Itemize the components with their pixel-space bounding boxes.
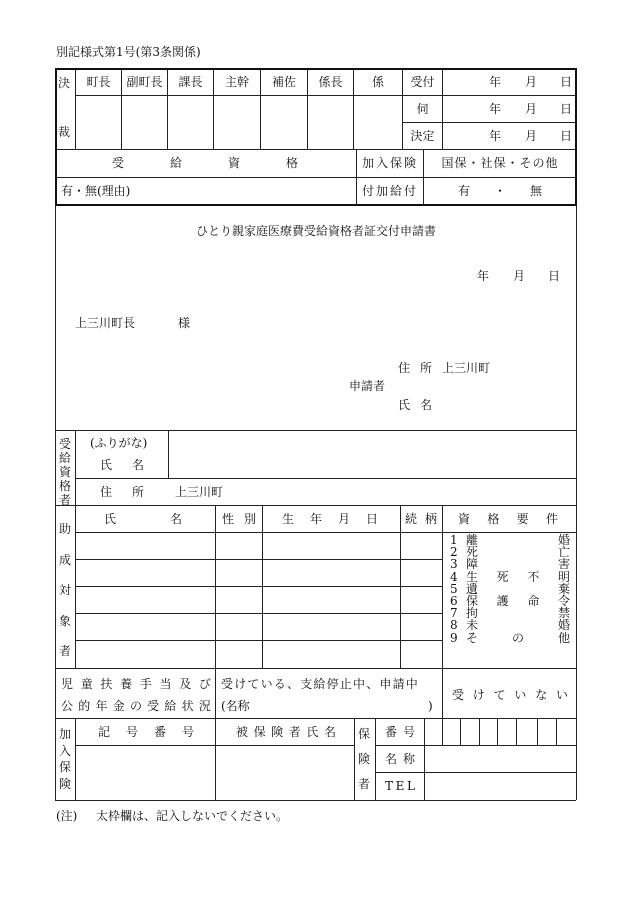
char: 名 bbox=[419, 398, 432, 412]
char: 加 bbox=[58, 727, 71, 741]
allowance-label-line2 bbox=[61, 699, 211, 713]
stage-date-month: 月 bbox=[525, 102, 538, 116]
char: 資 bbox=[458, 512, 471, 526]
char: け bbox=[472, 688, 485, 702]
requirement-list bbox=[450, 534, 570, 644]
char: 称 bbox=[402, 752, 415, 766]
recipient-address-value: 上三川町 bbox=[175, 485, 224, 499]
applicant-name-label bbox=[398, 398, 432, 412]
char: 無 bbox=[529, 184, 542, 198]
applicant-address-label bbox=[398, 361, 432, 375]
requirement-item bbox=[450, 571, 570, 583]
char: 性 bbox=[222, 512, 235, 526]
char: 養 bbox=[120, 677, 133, 691]
recipient-address-label bbox=[100, 485, 144, 499]
char: 別 bbox=[243, 512, 256, 526]
requirement-number: 6 bbox=[450, 594, 458, 609]
requirement-item bbox=[450, 619, 570, 631]
requirement-text: 拘 禁 bbox=[466, 606, 570, 621]
requirement-item bbox=[450, 632, 570, 644]
allowance-not-receiving bbox=[452, 688, 568, 702]
char: 年 bbox=[95, 699, 108, 713]
eligibility-label bbox=[112, 156, 298, 170]
char: 月 bbox=[337, 512, 350, 526]
role-chief-officer: 主幹 bbox=[224, 75, 249, 89]
approval-label-1: 決 bbox=[58, 76, 71, 90]
char: 住 bbox=[398, 361, 411, 375]
approval-label-2: 裁 bbox=[58, 125, 71, 139]
requirement-text: そ の 他 bbox=[466, 630, 570, 645]
stage-date-year: 年 bbox=[489, 75, 502, 89]
requirement-text: 障 害 bbox=[466, 557, 570, 572]
char: 所 bbox=[419, 361, 432, 375]
insurance-label bbox=[58, 727, 72, 791]
role-mayor: 町長 bbox=[86, 75, 111, 89]
note-prefix: (注) bbox=[56, 809, 78, 823]
requirement-text: 死 亡 bbox=[466, 545, 570, 560]
char: 者 bbox=[288, 725, 301, 739]
char: 受 bbox=[452, 688, 465, 702]
char: 資 bbox=[227, 156, 240, 170]
additional-benefit-label: 付加給付 bbox=[361, 184, 418, 198]
char: 名 bbox=[131, 458, 144, 472]
subsidy-header-dob bbox=[282, 512, 378, 526]
char: い bbox=[555, 688, 568, 702]
char: T bbox=[385, 779, 394, 793]
subsidy-header-requirement bbox=[458, 512, 558, 526]
char: 号 bbox=[402, 725, 415, 739]
char: 氏 bbox=[104, 512, 117, 526]
char: 氏 bbox=[306, 725, 319, 739]
requirement-text: 離 婚 bbox=[466, 533, 570, 548]
requirement-number: 5 bbox=[450, 581, 458, 596]
form-id: 別記様式第1号(第3条関係) bbox=[56, 45, 201, 59]
char: 者 bbox=[58, 644, 71, 658]
allowance-name-open: (名称 bbox=[221, 699, 250, 713]
applicant-address-value: 上三川町 bbox=[442, 361, 491, 375]
char: 対 bbox=[58, 583, 71, 597]
char: 険 bbox=[357, 752, 370, 766]
char: 公 bbox=[61, 699, 74, 713]
role-subsection-chief: 係長 bbox=[318, 75, 343, 89]
insurer-name-label bbox=[385, 752, 415, 766]
role-vice-mayor: 副町長 bbox=[126, 75, 163, 89]
char: 童 bbox=[80, 677, 93, 691]
allowance-label-line1 bbox=[61, 677, 211, 691]
char: 扶 bbox=[100, 677, 113, 691]
char: び bbox=[198, 677, 211, 691]
char: 金 bbox=[112, 699, 125, 713]
char: 象 bbox=[58, 613, 71, 628]
addressee: 上三川町長 bbox=[75, 316, 136, 330]
furigana-label: (ふりがな) bbox=[90, 436, 148, 450]
char: 氏 bbox=[100, 458, 113, 472]
char: て bbox=[493, 688, 506, 702]
char: 名 bbox=[169, 512, 182, 526]
char: 所 bbox=[131, 485, 144, 499]
insurer-label bbox=[357, 727, 371, 791]
char: 要 bbox=[516, 512, 529, 526]
char: L bbox=[407, 779, 415, 793]
requirement-text: 未 婚 bbox=[466, 618, 570, 633]
stage-date-month: 月 bbox=[525, 75, 538, 89]
char: 険 bbox=[271, 725, 284, 739]
char: 氏 bbox=[398, 398, 411, 412]
char: 入 bbox=[58, 743, 71, 758]
char: 号 bbox=[125, 725, 138, 739]
subsidy-header-sex bbox=[222, 512, 256, 526]
char: E bbox=[395, 779, 405, 793]
char: 状 bbox=[181, 699, 194, 713]
char: 児 bbox=[61, 677, 74, 691]
char: 保 bbox=[58, 760, 71, 775]
stage-inquiry: 伺 bbox=[416, 102, 429, 116]
char: 給 bbox=[169, 156, 182, 170]
stage-date-day: 日 bbox=[560, 75, 573, 89]
char: 的 bbox=[78, 699, 91, 713]
char: 番 bbox=[153, 725, 166, 739]
char: 柄 bbox=[424, 512, 437, 526]
role-staff: 係 bbox=[371, 75, 384, 89]
char: な bbox=[535, 688, 548, 702]
recipient-label: 受給資格者 bbox=[58, 437, 71, 507]
requirement-number: 1 bbox=[450, 533, 458, 548]
char: 被 bbox=[236, 725, 249, 739]
char: 助 bbox=[58, 522, 71, 536]
insurance-type-label: 加入保険 bbox=[361, 156, 418, 170]
requirement-number: 9 bbox=[450, 630, 458, 645]
char: 保 bbox=[357, 727, 370, 741]
char: 号 bbox=[181, 725, 194, 739]
requirement-text: 遺 棄 bbox=[466, 581, 570, 596]
requirement-number: 8 bbox=[450, 618, 458, 633]
stage-date-day: 日 bbox=[560, 129, 573, 143]
char: 続 bbox=[405, 512, 418, 526]
requirement-number: 3 bbox=[450, 557, 458, 572]
allowance-receiving: 受けている、支給停止中、申請中 bbox=[221, 677, 420, 691]
char: 当 bbox=[159, 677, 172, 691]
char: 年 bbox=[309, 512, 322, 526]
stage-decided: 決定 bbox=[410, 129, 435, 143]
requirement-text: 保 護 命 令 bbox=[466, 594, 570, 609]
char: 番 bbox=[385, 725, 398, 739]
allowance-name-close: ) bbox=[428, 699, 433, 713]
stage-received: 受付 bbox=[410, 75, 435, 89]
stage-date-month: 月 bbox=[525, 129, 538, 143]
char: 生 bbox=[282, 512, 295, 526]
document-title: ひとり親家庭医療費受給資格者証交付申請書 bbox=[195, 224, 436, 238]
char: 名 bbox=[385, 752, 398, 766]
stage-date-day: 日 bbox=[560, 102, 573, 116]
stage-date-year: 年 bbox=[489, 102, 502, 116]
char: 住 bbox=[100, 485, 113, 499]
insurance-type-value: 国保・社保・その他 bbox=[441, 156, 559, 170]
honorific: 様 bbox=[178, 316, 191, 330]
additional-benefit-value bbox=[458, 184, 542, 198]
char: 記 bbox=[98, 725, 111, 739]
requirement-number: 4 bbox=[450, 569, 458, 584]
char: 険 bbox=[58, 776, 71, 791]
char: 受 bbox=[147, 699, 160, 713]
subsidy-header-name bbox=[104, 512, 182, 526]
stage-date-year: 年 bbox=[489, 129, 502, 143]
char: 格 bbox=[285, 156, 298, 170]
recipient-name-label bbox=[100, 458, 144, 472]
char: 受 bbox=[112, 156, 125, 170]
insurance-header-insured bbox=[236, 725, 336, 739]
char: 成 bbox=[58, 552, 71, 567]
char: 者 bbox=[357, 777, 370, 791]
eligibility-status: 有・無(理由) bbox=[61, 184, 131, 198]
char: の bbox=[129, 699, 142, 713]
requirement-item bbox=[450, 558, 570, 570]
char: い bbox=[514, 688, 527, 702]
date-month-label: 月 bbox=[513, 269, 526, 283]
char: 手 bbox=[139, 677, 152, 691]
char: 日 bbox=[365, 512, 378, 526]
char: 及 bbox=[179, 677, 192, 691]
requirement-text: 生 死 不 明 bbox=[466, 569, 570, 584]
char: 保 bbox=[253, 725, 266, 739]
applicant-label: 申請者 bbox=[349, 379, 386, 393]
subsidy-header-relation bbox=[405, 512, 437, 526]
char: 有 bbox=[458, 184, 471, 198]
date-year-label: 年 bbox=[477, 269, 490, 283]
role-section-chief: 課長 bbox=[178, 75, 203, 89]
char: 件 bbox=[545, 512, 558, 526]
insurance-header-symbol bbox=[98, 725, 194, 739]
char: 名 bbox=[323, 725, 336, 739]
note-text: 太枠欄は、記入しないでください。 bbox=[96, 809, 289, 823]
char: 況 bbox=[198, 699, 211, 713]
role-assistant: 補佐 bbox=[271, 75, 296, 89]
char: 給 bbox=[164, 699, 177, 713]
requirement-number: 2 bbox=[450, 545, 458, 560]
char: ・ bbox=[493, 184, 506, 198]
insurer-tel-label bbox=[385, 779, 415, 793]
char: 格 bbox=[487, 512, 500, 526]
date-day-label: 日 bbox=[548, 269, 561, 283]
requirement-number: 7 bbox=[450, 606, 458, 621]
insurer-number-label bbox=[385, 725, 415, 739]
subsidy-label bbox=[58, 522, 72, 658]
